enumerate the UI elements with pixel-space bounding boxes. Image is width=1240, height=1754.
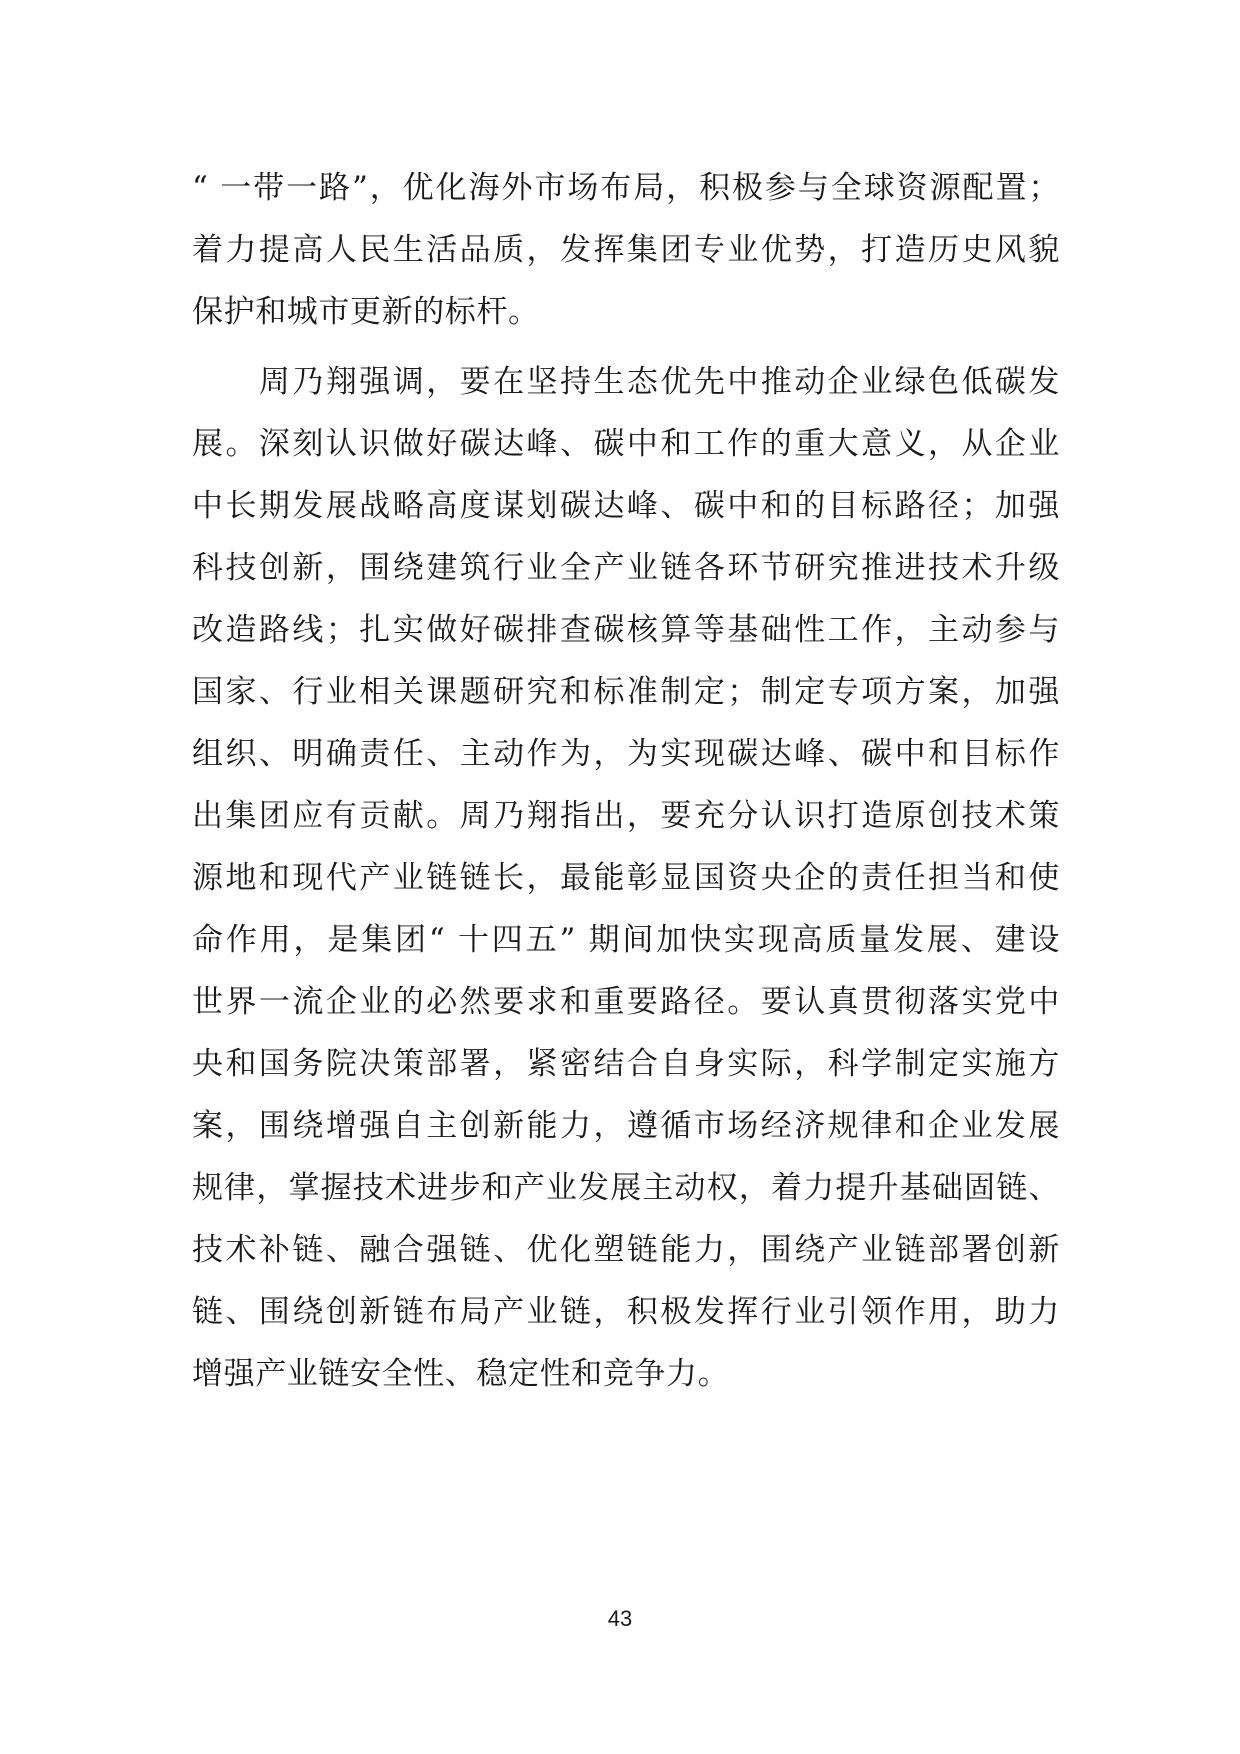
paragraph-2-line-9: 源地和现代产业链链长，最能彰显国资央企的责任担当和使: [192, 860, 1060, 896]
paragraph-1-line-1: “ 一带一路”，优化海外市场布局，积极参与全球资源配置；: [192, 170, 1060, 206]
paragraph-1-line-2: 着力提高人民生活品质，发挥集团专业优势，打造历史风貌: [192, 232, 1060, 268]
paragraph-2-line-12: 央和国务院决策部署，紧密结合自身实际，科学制定实施方: [192, 1046, 1060, 1082]
paragraph-2-line-16: 链、围绕创新链布局产业链，积极发挥行业引领作用，助力: [192, 1294, 1060, 1330]
paragraph-2-line-14: 规律，掌握技术进步和产业发展主动权，着力提升基础固链、: [192, 1170, 1060, 1206]
paragraph-2-line-13: 案，围绕增强自主创新能力，遵循市场经济规律和企业发展: [192, 1108, 1060, 1144]
paragraph-2-line-11: 世界一流企业的必然要求和重要路径。要认真贯彻落实党中: [192, 984, 1060, 1020]
paragraph-gap: [192, 343, 1060, 351]
page-number: 43: [607, 1606, 633, 1631]
paragraph-2-line-7: 组织、明确责任、主动作为，为实现碳达峰、碳中和目标作: [192, 736, 1060, 772]
paragraph-2-line-4: 科技创新，围绕建筑行业全产业链各环节研究推进技术升级: [192, 550, 1060, 586]
paragraph-2-line-1: 周乃翔强调，要在坚持生态优先中推动企业绿色低碳发: [192, 364, 1060, 400]
paragraph-2-line-15: 技术补链、融合强链、优化塑链能力，围绕产业链部署创新: [192, 1232, 1060, 1268]
paragraph-2-line-6: 国家、行业相关课题研究和标准制定；制定专项方案，加强: [192, 674, 1060, 710]
paragraph-2-line-2: 展。深刻认识做好碳达峰、碳中和工作的重大意义，从企业: [192, 426, 1060, 462]
paragraph-2-line-5: 改造路线；扎实做好碳排查碳核算等基础性工作，主动参与: [192, 612, 1060, 648]
paragraph-2-line-17: 增强产业链安全性、稳定性和竞争力。: [192, 1356, 730, 1392]
paragraph-2-line-8: 出集团应有贡献。周乃翔指出，要充分认识打造原创技术策: [192, 798, 1060, 834]
paragraph-1-line-3: 保护和城市更新的标杆。: [192, 294, 540, 330]
body-text: [192, 157, 1060, 1405]
paragraph-2-line-3: 中长期发展战略高度谋划碳达峰、碳中和的目标路径；加强: [192, 488, 1060, 524]
paragraph-2-line-10: 命作用，是集团“ 十四五” 期间加快实现高质量发展、建设: [192, 922, 1060, 958]
